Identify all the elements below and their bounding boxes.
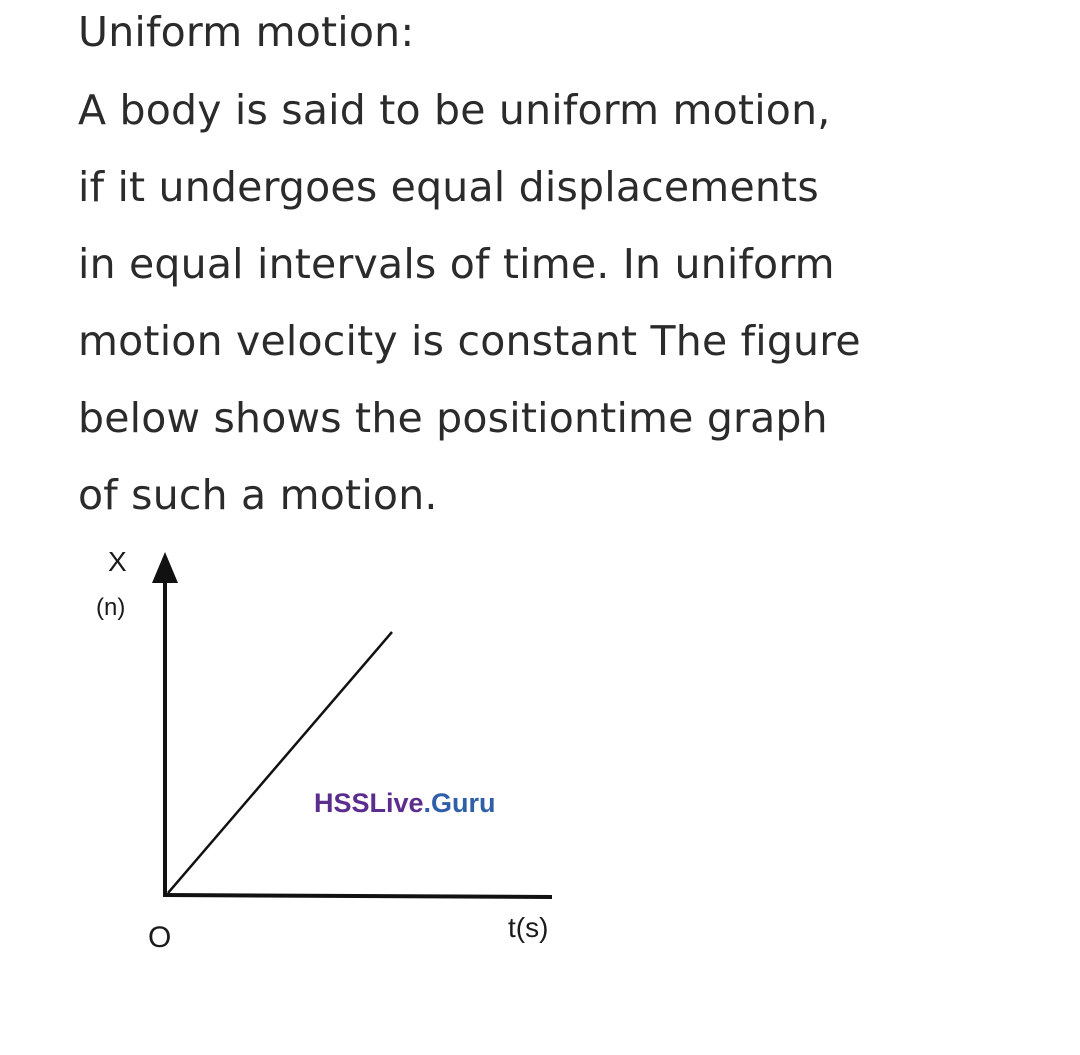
x-axis-label: t(s) (508, 912, 549, 943)
section-heading: Uniform motion: (78, 8, 415, 56)
y-axis-label: X (108, 546, 127, 577)
y-axis-arrowhead (152, 552, 178, 583)
graph-canvas (80, 535, 580, 965)
y-axis-unit: (n) (96, 594, 126, 621)
watermark-part1: HSSLive (314, 788, 424, 818)
position-time-graph (80, 535, 580, 965)
paragraph-line: of such a motion. (78, 471, 438, 519)
x-axis (164, 895, 552, 897)
paragraph-line: below shows the positiontime graph (78, 394, 828, 442)
watermark (314, 788, 496, 818)
position-time-line (168, 632, 392, 893)
watermark-part2: .Guru (423, 788, 496, 818)
paragraph-line: in equal intervals of time. In uniform (78, 240, 835, 288)
article (78, 0, 1038, 534)
paragraph-line: motion velocity is constant The figure (78, 317, 861, 365)
paragraph-line: if it undergoes equal displacements (78, 163, 819, 211)
origin-label: O (148, 921, 172, 954)
paragraph-line: A body is said to be uniform motion, (78, 86, 831, 134)
paragraph (78, 72, 1038, 534)
